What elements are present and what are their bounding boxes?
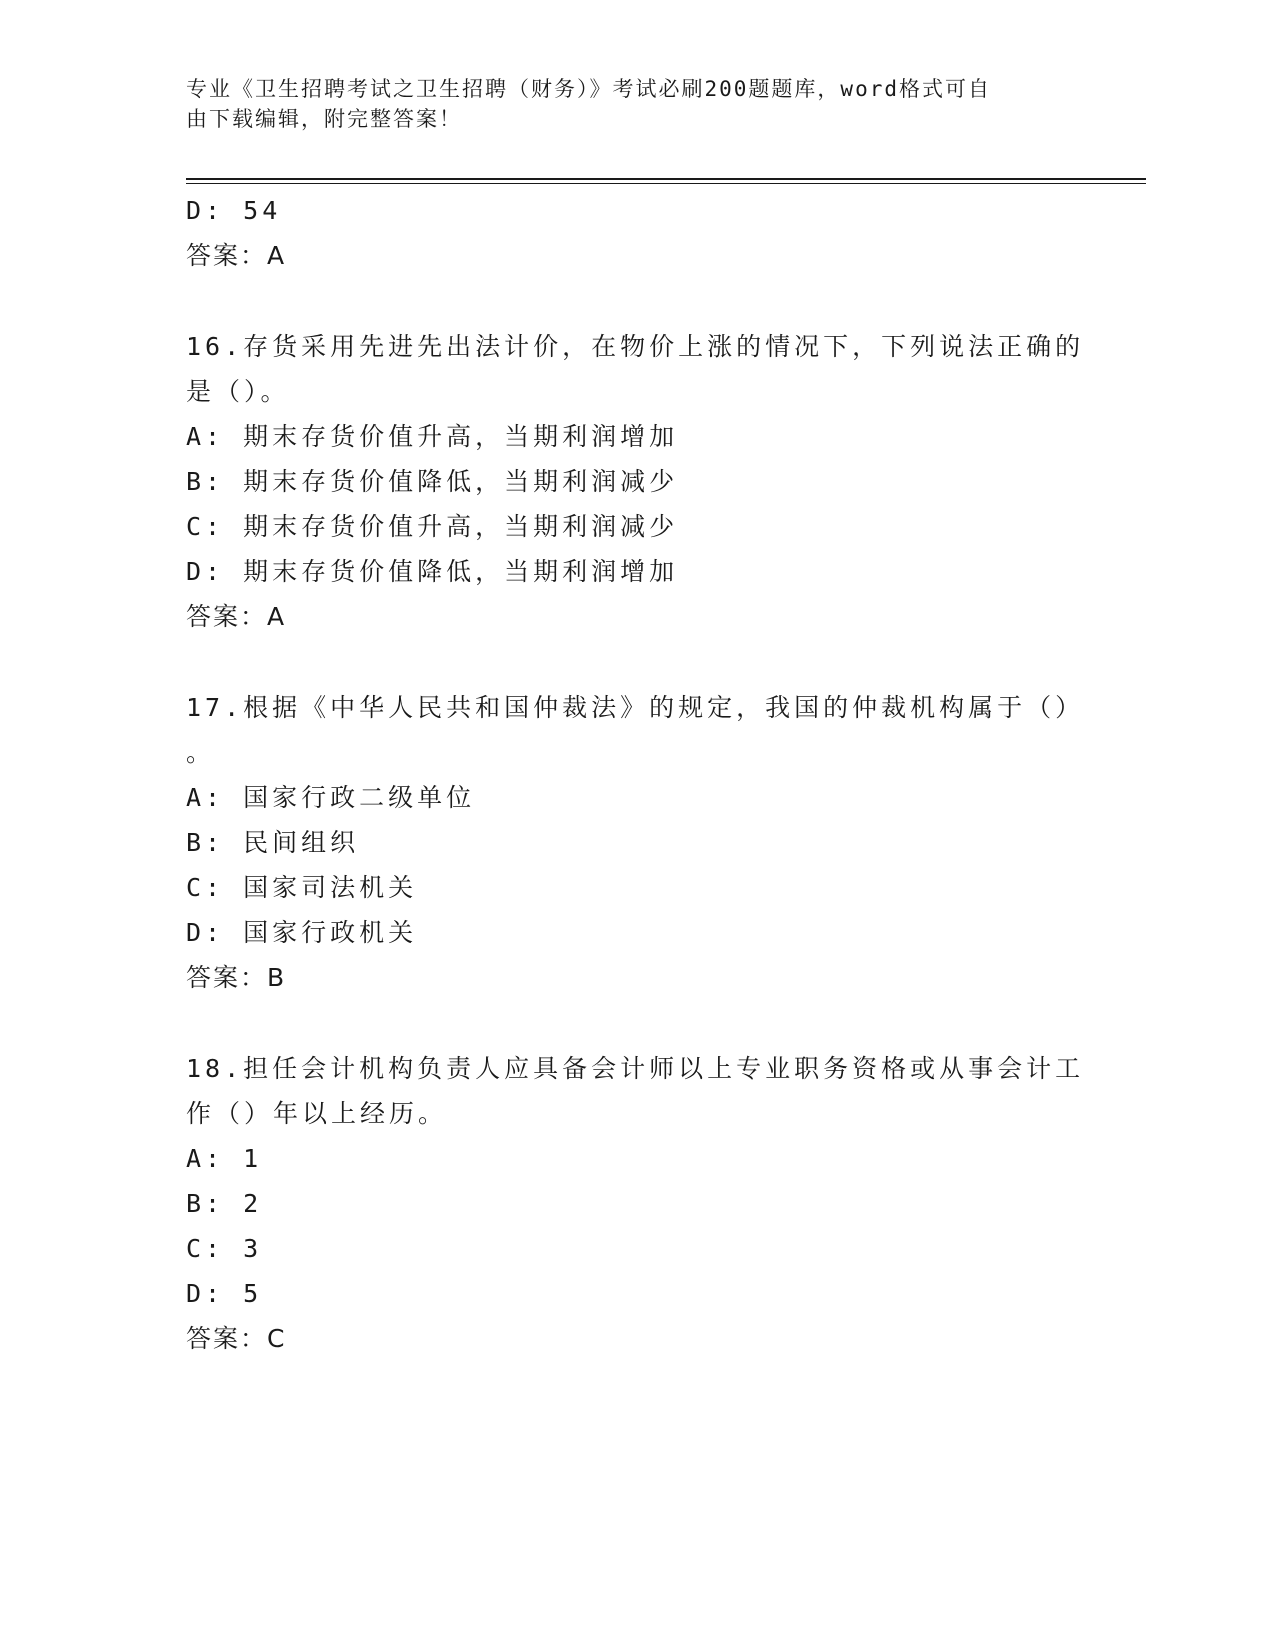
previous-question-tail bbox=[186, 188, 1086, 278]
question-stem: 16.存货采用先进先出法计价，在物价上涨的情况下，下列说法正确的 bbox=[186, 332, 1085, 361]
answer: 答案：A bbox=[186, 602, 287, 631]
option-d: D: 5 bbox=[186, 1279, 263, 1308]
answer: 答案：C bbox=[186, 1324, 287, 1353]
header-line-1: 专业《卫生招聘考试之卫生招聘（财务）》考试必刷200题题库，word格式可自 bbox=[186, 77, 991, 101]
option-a: A: 期末存货价值升高，当期利润增加 bbox=[186, 422, 679, 451]
question-stem: 18.担任会计机构负责人应具备会计师以上专业职务资格或从事会计工 bbox=[186, 1054, 1085, 1083]
option-b: B: 民间组织 bbox=[186, 828, 360, 857]
question-stem-continued: 是（）。 bbox=[186, 377, 290, 406]
answer: 答案：A bbox=[186, 241, 287, 270]
option-a: A: 1 bbox=[186, 1144, 263, 1173]
option-c: C: 国家司法机关 bbox=[186, 873, 418, 902]
option-a: A: 国家行政二级单位 bbox=[186, 783, 476, 812]
option-d: D: 54 bbox=[186, 196, 282, 225]
question-18 bbox=[186, 1046, 1086, 1361]
header-rule-thick bbox=[186, 178, 1146, 180]
option-b: B: 2 bbox=[186, 1189, 263, 1218]
question-17 bbox=[186, 685, 1086, 1000]
option-d: D: 国家行政机关 bbox=[186, 918, 418, 947]
document-header bbox=[186, 74, 1066, 134]
answer: 答案：B bbox=[186, 963, 287, 992]
question-stem-continued: 。 bbox=[186, 738, 216, 767]
option-c: C: 3 bbox=[186, 1234, 263, 1263]
question-stem-continued: 作（）年以上经历。 bbox=[186, 1099, 448, 1128]
document-body bbox=[186, 188, 1086, 1361]
question-16 bbox=[186, 324, 1086, 639]
option-b: B: 期末存货价值降低，当期利润减少 bbox=[186, 467, 679, 496]
header-line-2: 由下载编辑，附完整答案！ bbox=[186, 107, 462, 131]
header-rule-thin bbox=[186, 183, 1146, 184]
option-c: C: 期末存货价值升高，当期利润减少 bbox=[186, 512, 679, 541]
option-d: D: 期末存货价值降低，当期利润增加 bbox=[186, 557, 679, 586]
question-stem: 17.根据《中华人民共和国仲裁法》的规定，我国的仲裁机构属于（） bbox=[186, 693, 1085, 722]
